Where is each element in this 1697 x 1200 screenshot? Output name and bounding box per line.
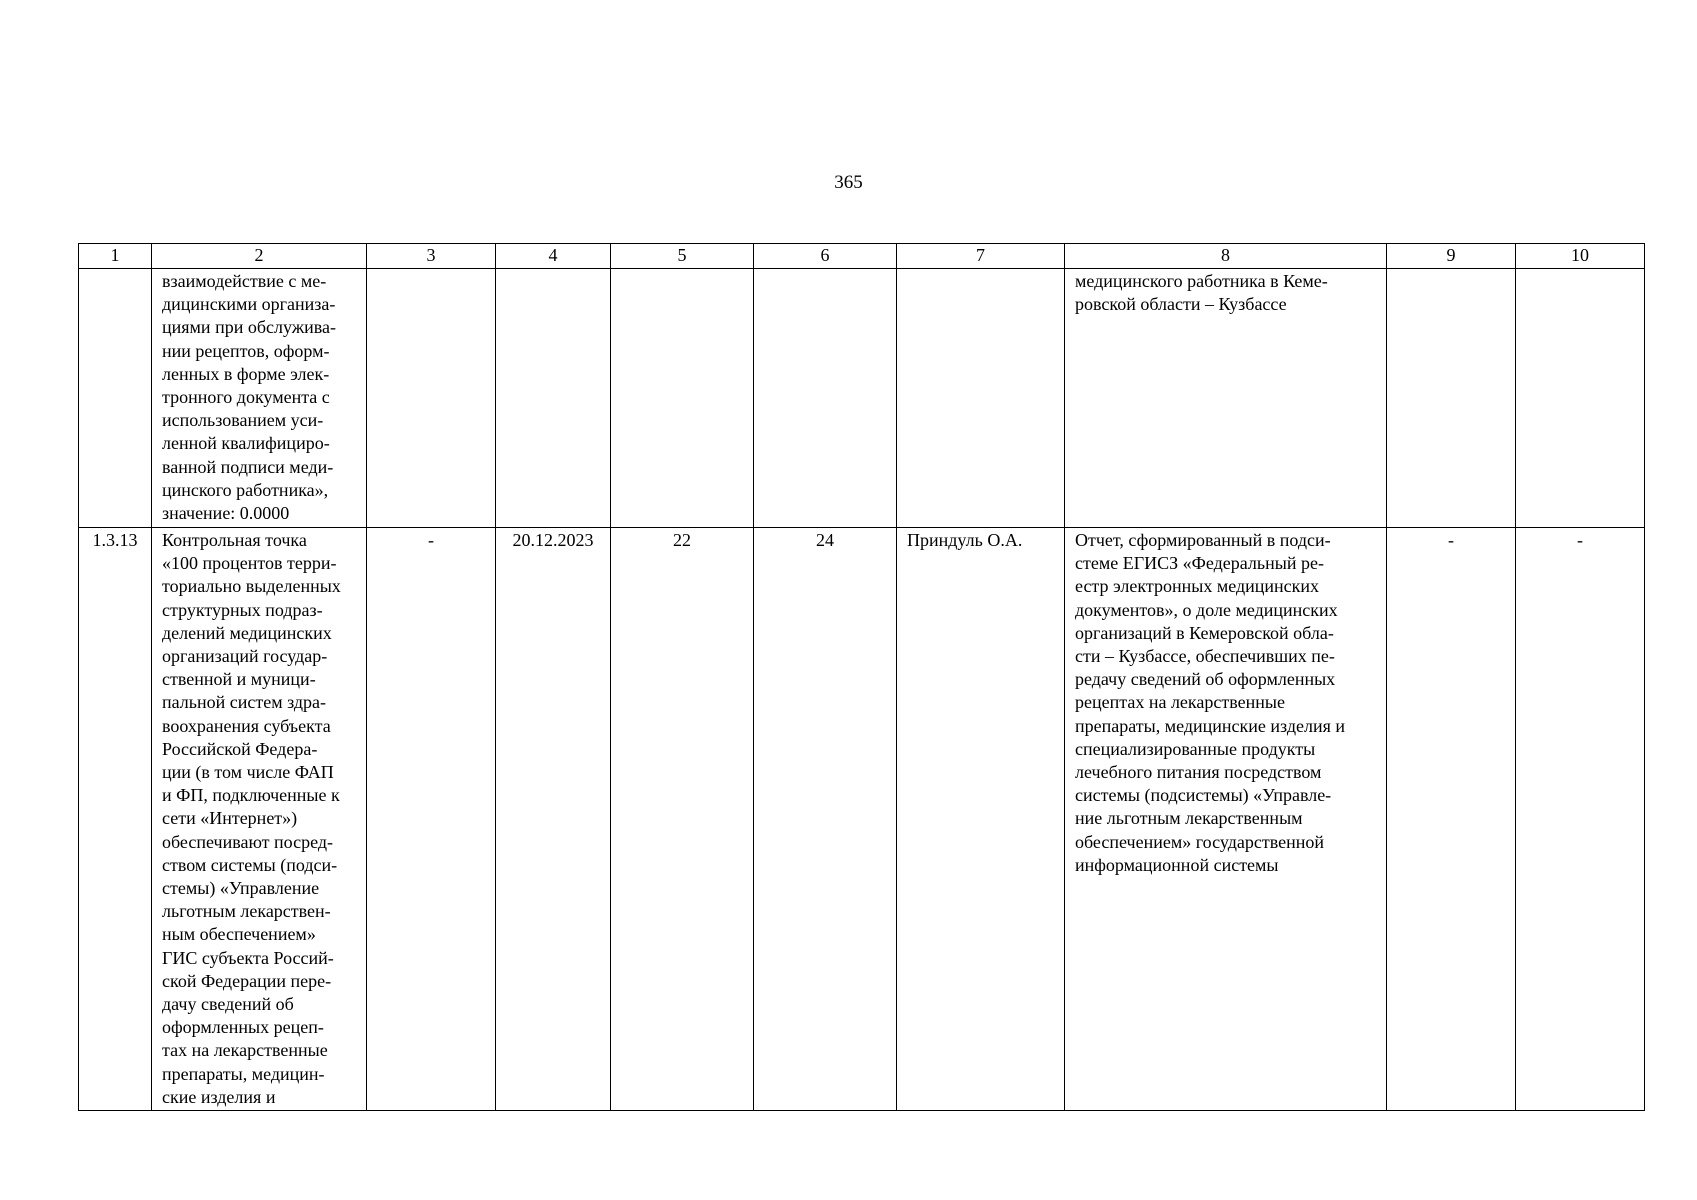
- table-cell: -: [1387, 528, 1516, 1111]
- table-cell: [367, 269, 496, 528]
- table-row: [79, 269, 1645, 528]
- column-header: 3: [367, 244, 496, 269]
- table-cell: [1387, 269, 1516, 528]
- start-date-cell: [496, 269, 611, 528]
- column-header: 8: [1065, 244, 1387, 269]
- table-cell: -: [1516, 528, 1645, 1111]
- document-cell: медицинского работника в Кеме- ровской области – Кузбассе: [1065, 269, 1387, 528]
- column-header: 5: [611, 244, 754, 269]
- column-header: 7: [897, 244, 1065, 269]
- table-cell: [611, 269, 754, 528]
- row-number-cell: 1.3.13: [79, 528, 152, 1111]
- table-cell: [1516, 269, 1645, 528]
- responsible-cell: Приндуль О.А.: [897, 528, 1065, 1111]
- table-row: [79, 528, 1645, 1111]
- column-header: 4: [496, 244, 611, 269]
- table-cell: -: [367, 528, 496, 1111]
- document-cell: Отчет, сформированный в подси- стеме ЕГИСЗ «Федеральный ре- естр электронных медицинских документов», о доле медицинских организаций в Кемеровской обла- сти – Кузбассе, обеспечивших пе- редачу сведений об оформленных рецептах на лекарственные препараты, медицинские изделия и специализированные продукты лечебного питания посредством системы (подсистемы) «Управле- ние льготным лекарственным обеспечением» государственной информационной системы: [1065, 528, 1387, 1111]
- table-cell: 24: [754, 528, 897, 1111]
- column-header: 10: [1516, 244, 1645, 269]
- table-cell: [754, 269, 897, 528]
- page-number: 365: [834, 172, 863, 193]
- responsible-cell: [897, 269, 1065, 528]
- indicator-cell: взаимодействие с ме- дицинскими организа- циями при обслужива- нии рецептов, оформ- ленных в форме элек- тронного документа с использованием уси- ленной квалифициро- ванной подписи меди- цинского работника», значение: 0.0000: [152, 269, 367, 528]
- indicator-cell: Контрольная точка «100 процентов терри- ториально выделенных структурных подраз- делений медицинских организаций государ- ственной и муници- пальной систем здра- воохранения субъекта Российской Федера- ции (в том числе ФАП и ФП, подключенные к сети «Интернет») обеспечивают посред- ством системы (подси- стемы) «Управление льготным лекарствен- ным обеспечением» ГИС субъекта Россий- ской Федерации пере- дачу сведений об оформленных рецеп- тах на лекарственные препараты, медицин- ские изделия и: [152, 528, 367, 1111]
- start-date-cell: 20.12.2023: [496, 528, 611, 1111]
- column-header: 6: [754, 244, 897, 269]
- table-header-row: [79, 244, 1645, 269]
- row-number-cell: [79, 269, 152, 528]
- plan-table: [78, 243, 1645, 1111]
- column-header: 2: [152, 244, 367, 269]
- column-header: 9: [1387, 244, 1516, 269]
- table-cell: 22: [611, 528, 754, 1111]
- column-header: 1: [79, 244, 152, 269]
